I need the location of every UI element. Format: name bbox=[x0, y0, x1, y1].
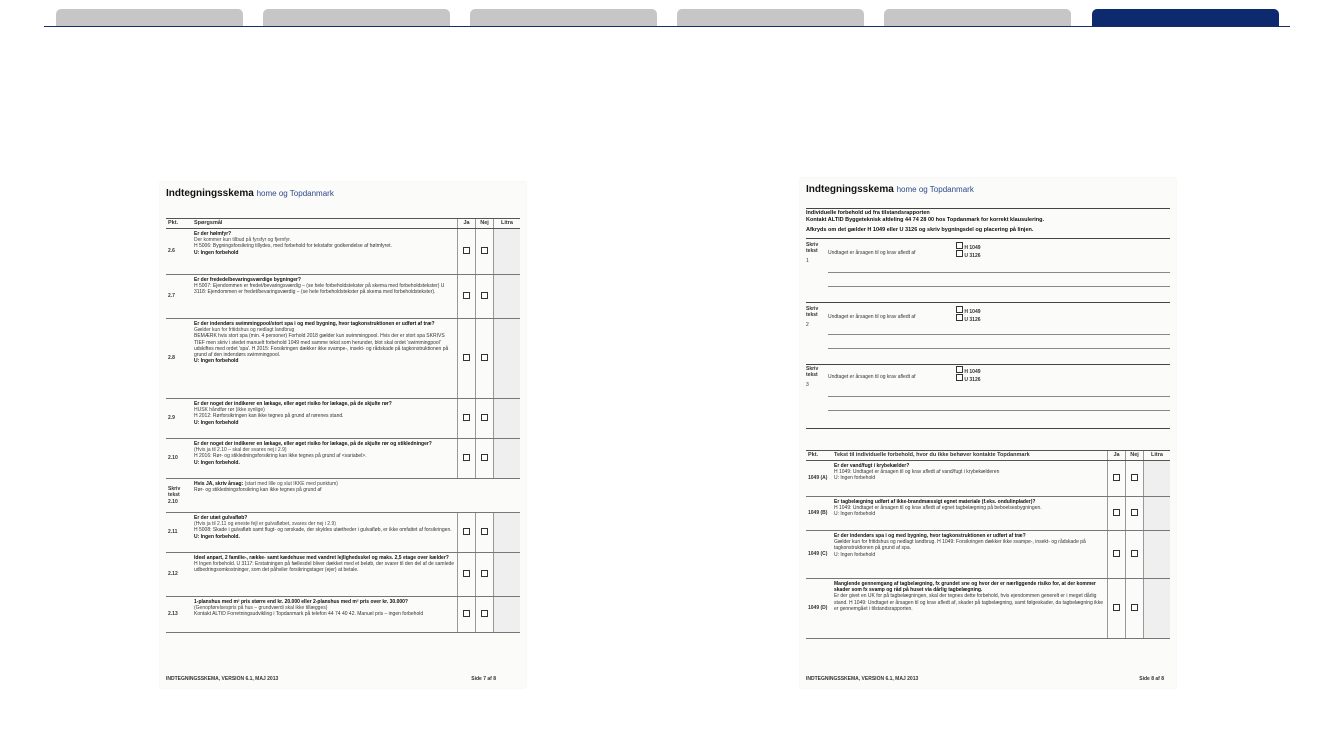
litra-cell bbox=[494, 228, 521, 274]
left-footer-version: INDTEGNINGSSKEMA, VERSION 6.1, MAJ 2013 bbox=[166, 676, 279, 682]
ja-checkbox[interactable] bbox=[463, 528, 470, 535]
col-litra: Litra bbox=[1144, 451, 1171, 461]
row-content bbox=[192, 438, 458, 478]
table-row bbox=[806, 578, 1170, 638]
row-pkt: 2.13 bbox=[166, 596, 192, 632]
ja-cell bbox=[458, 228, 476, 274]
header-rule bbox=[806, 208, 1170, 209]
nej-cell bbox=[1126, 496, 1144, 530]
row-content bbox=[192, 478, 520, 512]
litra-cell bbox=[494, 438, 521, 478]
tab-3[interactable] bbox=[470, 9, 657, 27]
table-row bbox=[806, 530, 1170, 578]
row-pkt: 2.6 bbox=[166, 228, 192, 274]
nej-checkbox[interactable] bbox=[1131, 604, 1138, 611]
ja-checkbox[interactable] bbox=[1113, 474, 1120, 481]
ja-checkbox[interactable] bbox=[463, 454, 470, 461]
nej-cell bbox=[476, 398, 494, 438]
skriv-num: 2 bbox=[806, 322, 809, 328]
col-question: Tekst til individuelle forbehold, hvor du ikke behøver kontakte Topdanmark bbox=[832, 451, 1108, 461]
tab-5[interactable] bbox=[884, 9, 1071, 27]
nej-cell bbox=[476, 552, 494, 596]
row-content bbox=[832, 460, 1108, 496]
row-question: Er der indendørs spa i og med bygning, hvor tagkonstruktionen er udført af træ? bbox=[834, 532, 1026, 539]
document-page-right bbox=[800, 178, 1176, 688]
row-detail: H 5008: Skade i gulvafløb samt flugt- og rørskade, der skyldes utætheder i gulvafløb, er ikke omfattet af forsikringen. bbox=[194, 527, 452, 534]
table-row bbox=[806, 496, 1170, 530]
tab-4[interactable] bbox=[677, 9, 864, 27]
row-content bbox=[192, 512, 458, 552]
code-u-checkbox[interactable] bbox=[956, 250, 963, 257]
row-pkt: 2.8 bbox=[166, 318, 192, 398]
skriv-block-2 bbox=[806, 306, 1170, 366]
row-pkt: 2.10 bbox=[166, 438, 192, 478]
nej-checkbox[interactable] bbox=[481, 570, 488, 577]
skriv-label bbox=[806, 242, 824, 264]
row-u: U: Ingen forbehold bbox=[834, 511, 876, 518]
row-note: HUSK håndfør rør (ikke synlige) bbox=[194, 407, 265, 414]
nej-cell bbox=[1126, 530, 1144, 578]
nej-checkbox[interactable] bbox=[481, 354, 488, 361]
table-row bbox=[166, 552, 520, 596]
skriv-text: Undtaget er årsagen til og krav afledt af bbox=[828, 314, 916, 320]
skriv-label-text: Skriv tekst bbox=[806, 306, 819, 318]
col-question: Spørgsmål bbox=[192, 219, 458, 229]
litra-cell bbox=[1144, 530, 1171, 578]
skriv-label bbox=[806, 306, 824, 328]
row-content bbox=[832, 530, 1108, 578]
ja-cell bbox=[458, 438, 476, 478]
ja-cell bbox=[458, 274, 476, 318]
row-question: Er der indendørs swimmingpool/stort spa i og med bygning, hvor tagkonstruktionen er udført af træ? bbox=[194, 320, 435, 327]
intro-rule bbox=[806, 238, 1170, 239]
document-page-left bbox=[160, 182, 526, 688]
row-detail: H 1049: Undtaget er årsagen til og krav afledt af vand/fugt i krybekælderen bbox=[834, 469, 1000, 476]
code-u-checkbox[interactable] bbox=[956, 314, 963, 321]
row-content bbox=[832, 496, 1108, 530]
code-u bbox=[956, 314, 981, 323]
row-question: Hvis JA, skriv årsag: bbox=[194, 480, 244, 487]
litra-cell bbox=[494, 596, 521, 632]
row-content bbox=[192, 318, 458, 398]
row-pkt: 1049 (A) bbox=[806, 460, 832, 496]
nej-cell bbox=[476, 274, 494, 318]
row-content bbox=[192, 398, 458, 438]
block-rule bbox=[806, 428, 1170, 429]
nej-checkbox[interactable] bbox=[481, 610, 488, 617]
row-detail: Gælder kun for fritidshus og nedlagt landbrug. H 1049: Forsikringen dækker ikke svampe-, insekt- og rådskade på tagkonstruktionen på grund af spa. bbox=[834, 539, 1086, 552]
code-h-label: H 1049 bbox=[964, 369, 981, 375]
right-table-header bbox=[806, 451, 1170, 461]
ja-cell bbox=[458, 318, 476, 398]
nej-checkbox[interactable] bbox=[481, 292, 488, 299]
col-pkt: Pkt. bbox=[166, 219, 192, 229]
code-u bbox=[956, 374, 981, 383]
code-u bbox=[956, 250, 981, 259]
right-form-table bbox=[806, 450, 1170, 639]
table-row bbox=[166, 228, 520, 274]
ja-checkbox[interactable] bbox=[463, 292, 470, 299]
row-note: (Genopførelsespris på hus – grundværdi skal ikke tillægges) bbox=[194, 605, 328, 612]
row-question: Er tagbelægning udført af ikke-brandmæssigt egnet materiale (f.eks. ondulinplader)? bbox=[834, 498, 1036, 505]
nej-checkbox[interactable] bbox=[481, 454, 488, 461]
ja-checkbox[interactable] bbox=[463, 414, 470, 421]
ja-checkbox[interactable] bbox=[463, 354, 470, 361]
row-u: U: Ingen forbehold bbox=[194, 419, 239, 426]
code-h-label: H 1049 bbox=[964, 245, 981, 251]
code-u-label: U 3126 bbox=[964, 253, 981, 259]
row-u: U: Ingen forbehold bbox=[834, 475, 876, 482]
tab-1[interactable] bbox=[56, 9, 243, 27]
row-note: Gælder kun for fritidshus og nedlagt landbrug bbox=[194, 327, 295, 334]
nej-checkbox[interactable] bbox=[1131, 509, 1138, 516]
row-pkt: 2.9 bbox=[166, 398, 192, 438]
skriv-num: 1 bbox=[806, 258, 809, 264]
row-u: U: Ingen forbehold bbox=[834, 551, 876, 558]
row-detail: Er der givet en UK for på tagbelægningen, skal der tegnes dette forbehold, hvis ejendommen generelt er i meget dårlig stand. H 1049: Undtaget er årsagen til og krav afledt af, skader på tagbelægning, samt følgeskader, da tagbelægning ikke er gennemgået i tilstandsrapporten. bbox=[834, 593, 1104, 612]
litra-cell bbox=[1144, 496, 1171, 530]
litra-cell bbox=[494, 552, 521, 596]
table-row bbox=[166, 596, 520, 632]
right-intro bbox=[806, 210, 1170, 234]
ja-cell bbox=[1108, 530, 1126, 578]
tab-2[interactable] bbox=[263, 9, 450, 27]
row-question: Er der noget der indikerer en lækage, eller øget risiko for lækage, på de skjulte rør og stikledninger? bbox=[194, 440, 432, 447]
row-detail: H 2012: Rørforsikringen kan ikke tegnes på grund af rørenes stand. bbox=[194, 413, 344, 420]
row-pkt: Skriv tekst 2.10 bbox=[166, 478, 192, 512]
nej-cell bbox=[476, 228, 494, 274]
row-question: 1-planshus med m² pris større end kr. 20.000 eller 2-planshus med m² pris over kr. 30.000? bbox=[194, 598, 408, 605]
ja-checkbox[interactable] bbox=[463, 570, 470, 577]
right-footer-version: INDTEGNINGSSKEMA, VERSION 6.1, MAJ 2013 bbox=[806, 676, 919, 682]
tab-bar bbox=[0, 0, 1333, 30]
row-question: Er der hølmfyr? bbox=[194, 230, 232, 237]
row-pkt: 1049 (B) bbox=[806, 496, 832, 530]
left-footer-page: Side 7 af 8 bbox=[471, 676, 496, 682]
nej-checkbox[interactable] bbox=[481, 528, 488, 535]
left-page-title bbox=[166, 188, 334, 199]
row-question: Er der utæt gulvafløb? bbox=[194, 514, 248, 521]
ja-checkbox[interactable] bbox=[463, 610, 470, 617]
litra-cell bbox=[494, 398, 521, 438]
ja-cell bbox=[1108, 578, 1126, 638]
nej-checkbox[interactable] bbox=[1131, 550, 1138, 557]
row-detail: H 5007: Ejendommen er fredet/bevaringsværdig – (se hele forbeholdstekster på skema med forbeholdstekster) U 3118: Ejendommen er fredet/bevaringsværdig – (se hele forbeholdstekster på skema med forbeholdstekster). bbox=[194, 283, 445, 296]
row-question: Er der vand/fugt i krybekælder? bbox=[834, 462, 910, 469]
row-content bbox=[192, 228, 458, 274]
ja-cell bbox=[1108, 460, 1126, 496]
nej-cell bbox=[1126, 460, 1144, 496]
row-question: Ideel anpart, 2 familie-, række- samt kædehuse med vandret lejlighedsskel og maks. 2,5 etage over kælder? bbox=[194, 554, 449, 561]
ja-cell bbox=[458, 398, 476, 438]
right-title-main: Indtegningsskema bbox=[806, 184, 894, 195]
intro-line-3: Afkryds om det gælder H 1049 eller U 3126 og skriv bygningsdel og placering på linjen. bbox=[806, 227, 1034, 234]
litra-cell bbox=[1144, 460, 1171, 496]
row-question: Er der noget der indikerer en lækage, eller øget risiko for lækage, på de skjulte rør? bbox=[194, 400, 392, 407]
write-line[interactable] bbox=[828, 396, 1170, 397]
nej-checkbox[interactable] bbox=[481, 247, 488, 254]
row-pkt: 1049 (C) bbox=[806, 530, 832, 578]
code-h-label: H 1049 bbox=[964, 309, 981, 315]
nej-cell bbox=[476, 318, 494, 398]
row-content bbox=[192, 552, 458, 596]
table-row bbox=[166, 438, 520, 478]
col-litra: Litra bbox=[494, 219, 521, 229]
skriv-num: 3 bbox=[806, 382, 809, 388]
row-detail: H 5006: Bygningsforsikring tillydes, med forbehold for tekstafor godkendelse af hølmfyret. bbox=[194, 243, 392, 250]
skriv-block-3 bbox=[806, 366, 1170, 430]
intro-line-1: Individuelle forbehold ud fra tilstandsrapporten bbox=[806, 210, 930, 216]
block-rule bbox=[806, 302, 1170, 303]
litra-cell bbox=[494, 318, 521, 398]
row-detail: BEMÆRK hvis stort spa (min. 4 personer) Forhold 2018 gælder kun swimmingpool. Hvis der er stort spa SKRIVS TIEF men skriv i stedet manuelt forbehold 1049 med samme tekst som herunder, blot skal ordet 'swimmingpool' udskiftes med ordet 'spa'. H 2015: Forsikringen dækker ikke svampe-, insekt- og rådskade på tagkonstruktionen på grund af den indendørs swimmingpool. bbox=[194, 333, 449, 359]
litra-cell bbox=[494, 512, 521, 552]
code-u-label: U 3126 bbox=[964, 317, 981, 323]
row-detail: H 1049: Undtaget er årsagen til og krav afledt af egnet tagbelægning på beboelsesbygningen. bbox=[834, 505, 1042, 512]
litra-cell bbox=[1144, 578, 1171, 638]
table-row bbox=[166, 274, 520, 318]
ja-cell bbox=[458, 512, 476, 552]
row-pkt: 1049 (D) bbox=[806, 578, 832, 638]
tab-6-active[interactable] bbox=[1092, 9, 1279, 27]
row-content bbox=[192, 274, 458, 318]
nej-cell bbox=[476, 596, 494, 632]
right-page-title bbox=[806, 184, 974, 195]
write-line[interactable] bbox=[828, 334, 1170, 335]
row-u: U: Ingen forbehold. bbox=[194, 533, 240, 540]
left-form-table bbox=[166, 218, 520, 633]
nej-checkbox[interactable] bbox=[481, 414, 488, 421]
table-row bbox=[806, 460, 1170, 496]
col-nej: Nej bbox=[476, 219, 494, 229]
row-question: Er der fredede/bevaringsværdige bygninger? bbox=[194, 276, 301, 283]
skriv-text: Undtaget er årsagen til og krav afledt af bbox=[828, 250, 916, 256]
ja-checkbox[interactable] bbox=[1113, 604, 1120, 611]
nej-cell bbox=[1126, 578, 1144, 638]
col-ja: Ja bbox=[458, 219, 476, 229]
col-nej: Nej bbox=[1126, 451, 1144, 461]
tab-underline bbox=[44, 26, 1290, 27]
ja-cell bbox=[458, 552, 476, 596]
code-h-checkbox[interactable] bbox=[956, 306, 963, 313]
row-note: (Hvis ja til 2.11 og eneste fejl er gulvafløbet, svares der nej i 2.9) bbox=[194, 521, 336, 528]
skriv-block-1 bbox=[806, 242, 1170, 304]
table-row bbox=[166, 512, 520, 552]
nej-cell bbox=[476, 438, 494, 478]
row-pkt: 2.11 bbox=[166, 512, 192, 552]
ja-cell bbox=[1108, 496, 1126, 530]
code-u-checkbox[interactable] bbox=[956, 374, 963, 381]
ja-checkbox[interactable] bbox=[1113, 550, 1120, 557]
row-detail[interactable]: Rør- og stikledningsforsikring kan ikke tegnes på grund af bbox=[194, 487, 322, 494]
skriv-label-text: Skriv tekst bbox=[806, 366, 819, 378]
row-content bbox=[832, 578, 1108, 638]
row-detail: H Ingen forbehold. U 3117: Erstatningen på fællesdel bliver dækket med et beløb, der svarer til den del af de samlede udbedringsomkostninger, som det påhviler forsikringstager (ejer) at betale. bbox=[194, 561, 455, 574]
skriv-text: Undtaget er årsagen til og krav afledt af bbox=[828, 374, 916, 380]
row-pkt: 2.7 bbox=[166, 274, 192, 318]
code-h-checkbox[interactable] bbox=[956, 366, 963, 373]
intro-line-2: Kontakt ALTID Byggeteknisk afdeling 44 74 28 00 hos Topdanmark for korrekt klausulering. bbox=[806, 217, 1044, 224]
write-line[interactable] bbox=[828, 410, 1170, 411]
skriv-label-text: Skriv tekst bbox=[806, 242, 819, 254]
right-footer-page: Side 8 af 8 bbox=[1139, 676, 1164, 682]
col-pkt: Pkt. bbox=[806, 451, 832, 461]
nej-cell bbox=[476, 512, 494, 552]
col-ja: Ja bbox=[1108, 451, 1126, 461]
row-u: U: Ingen forbehold. bbox=[194, 459, 240, 466]
code-u-label: U 3126 bbox=[964, 377, 981, 383]
ja-checkbox[interactable] bbox=[1113, 509, 1120, 516]
litra-cell bbox=[494, 274, 521, 318]
row-note: (start med lille og slut IKKE med punktum) bbox=[244, 480, 338, 487]
write-line[interactable] bbox=[828, 348, 1170, 349]
row-detail: Kontakt ALTID Forretningsudvikling i Topdanmark på telefon 44 74 40 42. Manuel pris – ingen forbehold bbox=[194, 611, 424, 618]
write-line[interactable] bbox=[828, 286, 1170, 287]
row-note: Der kommer kun tilbud på fyrsfyr og fjernfyr. bbox=[194, 237, 291, 244]
table-row bbox=[166, 478, 520, 512]
table-row bbox=[166, 398, 520, 438]
row-u: U: Ingen forbehold bbox=[194, 358, 239, 365]
skriv-label bbox=[806, 366, 824, 388]
left-title-sub: home og Topdanmark bbox=[256, 189, 334, 198]
ja-cell bbox=[458, 596, 476, 632]
row-content bbox=[192, 596, 458, 632]
ja-checkbox[interactable] bbox=[463, 247, 470, 254]
write-line[interactable] bbox=[828, 272, 1170, 273]
table-row bbox=[166, 318, 520, 398]
right-title-sub: home og Topdanmark bbox=[896, 185, 974, 194]
row-detail: H 2016: Rør- og stikledningsforsikring kan ikke tegnes på grund af <variabel>. bbox=[194, 453, 367, 460]
code-h-checkbox[interactable] bbox=[956, 242, 963, 249]
nej-checkbox[interactable] bbox=[1131, 474, 1138, 481]
block-rule bbox=[806, 364, 1170, 365]
row-pkt: 2.12 bbox=[166, 552, 192, 596]
row-question: Manglende gennemgang af tagbelægning, fx grundet sne og hvor der er nærliggende risiko for, at der kommer skader som fx svamp og råd på huset via dårlig tagbelægning. bbox=[834, 580, 1096, 594]
left-title-main: Indtegningsskema bbox=[166, 188, 254, 199]
row-u: U: Ingen forbehold bbox=[194, 249, 239, 256]
left-table-header bbox=[166, 219, 520, 229]
row-note: (Hvis ja til 2.10 – skal der svares nej i 2.9) bbox=[194, 447, 287, 454]
